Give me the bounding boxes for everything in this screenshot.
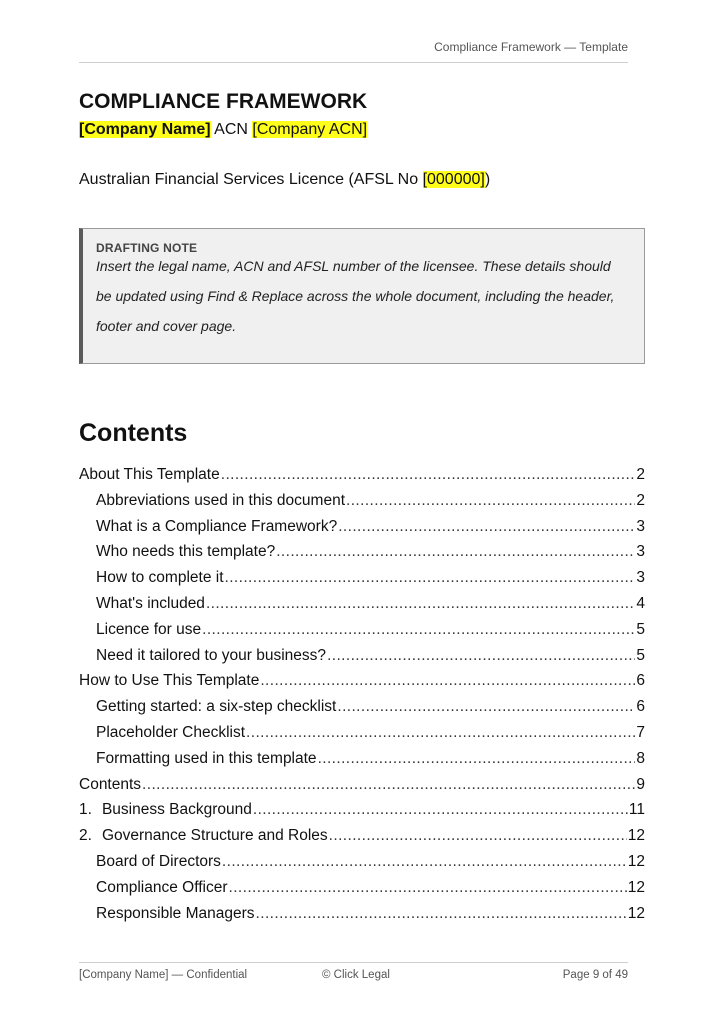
toc-entry-page: 4 (636, 594, 645, 612)
toc-dot-leader (337, 698, 635, 716)
toc-entry-title: Governance Structure and Roles (101, 827, 328, 845)
toc-dot-leader (260, 672, 635, 690)
toc-entry[interactable] (79, 621, 645, 647)
toc-entry[interactable] (79, 801, 645, 827)
company-acn-placeholder: [Company ACN] (252, 121, 368, 138)
toc-dot-leader (318, 750, 636, 768)
toc-dot-leader (229, 879, 627, 897)
toc-entry[interactable] (79, 569, 645, 595)
toc-entry-title: Formatting used in this template (96, 749, 317, 767)
toc-entry[interactable] (79, 518, 645, 544)
toc-entry-page: 5 (636, 620, 645, 638)
company-name-placeholder: [Company Name] (79, 121, 211, 138)
toc-entry[interactable] (79, 724, 645, 750)
footer-left: [Company Name] — Confidential (79, 969, 248, 981)
drafting-note (79, 228, 645, 364)
toc-entry-title: How to complete it (96, 569, 224, 587)
toc-entry-page: 5 (636, 646, 645, 664)
toc-dot-leader (346, 492, 635, 510)
page-header (79, 40, 628, 63)
toc-dot-leader (225, 569, 636, 587)
toc-entry[interactable] (79, 905, 645, 931)
toc-entry-page: 12 (627, 904, 645, 922)
contents-heading: Contents (79, 419, 188, 447)
toc-entry-title: Responsible Managers (96, 904, 255, 922)
toc-entry-page: 3 (636, 543, 645, 561)
toc-entry[interactable] (79, 543, 645, 569)
toc-entry-title: About This Template (79, 466, 220, 483)
toc-entry[interactable] (79, 853, 645, 879)
toc-entry-title: Getting started: a six-step checklist (96, 698, 337, 716)
toc-entry-title: Board of Directors (96, 852, 221, 870)
afsl-suffix: ) (484, 171, 491, 188)
toc-entry-page: 2 (636, 466, 645, 483)
toc-entry[interactable] (79, 466, 645, 492)
toc-entry-page: 2 (636, 491, 645, 509)
toc-dot-leader (256, 905, 627, 923)
afsl-number-placeholder: [000000] (422, 171, 485, 188)
toc-dot-leader (202, 621, 635, 639)
toc-dot-leader (329, 827, 627, 845)
header-text: Compliance Framework — Template (434, 40, 628, 54)
toc-dot-leader (206, 595, 635, 613)
toc-entry-page: 3 (636, 517, 645, 535)
toc-entry-title: Placeholder Checklist (96, 723, 246, 741)
toc-entry-page: 9 (636, 775, 645, 793)
toc-dot-leader (327, 647, 635, 665)
toc-entry-page: 11 (628, 801, 645, 819)
toc-entry[interactable] (79, 595, 645, 621)
toc-entry-page: 6 (636, 698, 645, 716)
table-of-contents (79, 466, 645, 930)
toc-entry-number: 1. (79, 801, 92, 819)
toc-dot-leader (246, 724, 635, 742)
toc-entry-page: 7 (636, 723, 645, 741)
afsl-line (79, 171, 490, 189)
toc-entry-number: 2. (79, 827, 92, 845)
document-title: COMPLIANCE FRAMEWORK (79, 90, 368, 113)
toc-entry-title: Who needs this template? (96, 543, 276, 561)
toc-entry-title: Business Background (101, 801, 252, 819)
footer-center: © Click Legal (322, 969, 390, 981)
toc-entry-page: 3 (636, 569, 645, 587)
toc-entry[interactable] (79, 776, 645, 802)
toc-entry-title: Compliance Officer (96, 878, 228, 896)
toc-entry[interactable] (79, 698, 645, 724)
toc-entry[interactable] (79, 750, 645, 776)
toc-entry-title: Contents (79, 775, 142, 793)
toc-dot-leader (142, 776, 635, 794)
toc-dot-leader (253, 801, 628, 819)
footer-page-number: Page 9 of 49 (562, 969, 628, 981)
toc-entry[interactable] (79, 827, 645, 853)
toc-entry-page: 12 (627, 827, 645, 845)
acn-label: ACN (210, 121, 253, 138)
afsl-prefix: Australian Financial Services Licence (AFSL No (79, 171, 423, 188)
toc-entry-title: What's included (96, 594, 205, 612)
toc-entry[interactable] (79, 879, 645, 905)
toc-entry-page: 8 (636, 749, 645, 767)
toc-dot-leader (221, 466, 636, 484)
toc-entry-page: 12 (627, 878, 645, 896)
drafting-note-text: Insert the legal name, ACN and AFSL number of the licensee. These details should be updated using Find & Replace across the whole document, including the header, footer and cover page. (96, 258, 615, 334)
toc-entry-title: Abbreviations used in this document (96, 491, 346, 509)
page-footer (79, 962, 628, 985)
toc-dot-leader (222, 853, 627, 871)
toc-entry-title: Need it tailored to your business? (96, 646, 327, 664)
toc-entry[interactable] (79, 492, 645, 518)
toc-entry-page: 12 (627, 852, 645, 870)
toc-entry-title: Licence for use (96, 620, 202, 638)
toc-entry[interactable] (79, 647, 645, 673)
drafting-note-label: DRAFTING NOTE (96, 241, 198, 255)
toc-dot-leader (338, 518, 635, 536)
toc-entry-title: How to Use This Template (79, 672, 260, 690)
toc-dot-leader (276, 543, 635, 561)
company-line (79, 121, 367, 139)
toc-entry[interactable] (79, 672, 645, 698)
toc-entry-page: 6 (636, 672, 645, 690)
toc-entry-title: What is a Compliance Framework? (96, 517, 338, 535)
